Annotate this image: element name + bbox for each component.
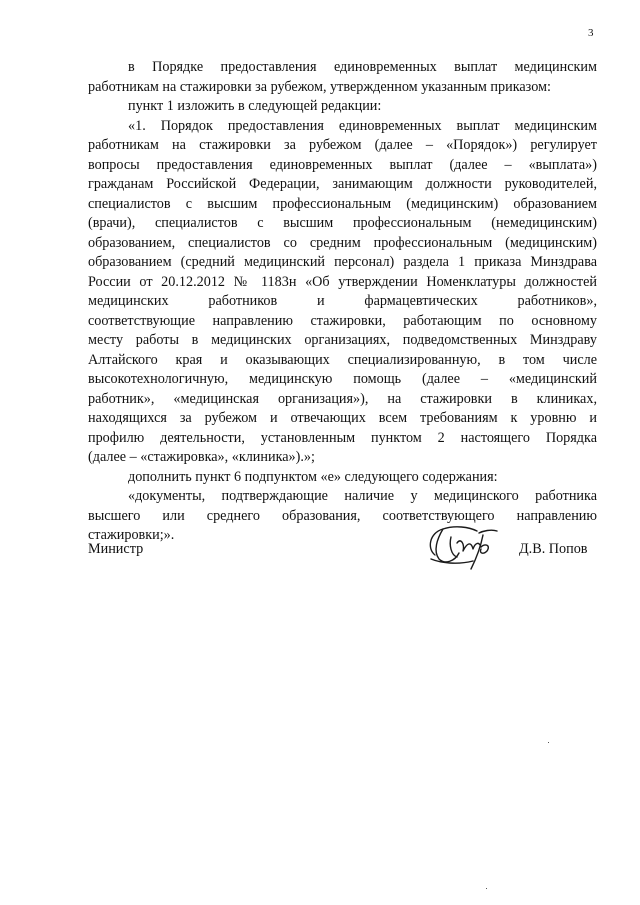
text-line: высокотехнологичную, медицинскую помощь (далее – «медицинский xyxy=(88,371,597,387)
signatory-name: Д.В. Попов xyxy=(519,541,588,557)
text-line: гражданам Российской Федерации, занимающим должности руководителей, xyxy=(88,176,597,192)
scan-artifact xyxy=(486,888,487,889)
text-line: месту работы в медицинских организациях, подведомственных Минздраву xyxy=(88,332,597,348)
text-line: медицинских работников и фармацевтических работников», xyxy=(88,293,597,309)
text-line: специалистов с высшим профессиональным (медицинским) образованием xyxy=(88,195,597,212)
scan-artifact xyxy=(548,742,549,743)
text-line: «документы, подтверждающие наличие у медицинского работника xyxy=(128,488,597,504)
text-line: работник», «медицинская организация»), на стажировки в клиниках, xyxy=(88,390,597,407)
text-line: дополнить пункт 6 подпунктом «е» следующего содержания: xyxy=(128,468,498,485)
text-line: соответствующие направлению стажировки, работающим по основному xyxy=(88,312,597,329)
text-line: (далее – «стажировка», «клиника»).»; xyxy=(88,449,315,465)
text-line: работникам на стажировки за рубежом (далее – «Порядок») регулирует xyxy=(88,137,597,153)
text-line: находящихся за рубежом и отвечающих всем требованиям к уровню и xyxy=(88,410,597,426)
handwritten-signature xyxy=(421,515,503,575)
text-line: пункт 1 изложить в следующей редакции: xyxy=(128,98,382,114)
text-line: России от 20.12.2012 № 1183н «Об утверждении Номенклатуры должностей xyxy=(88,273,597,290)
text-line: работникам на стажировки за рубежом, утвержденном указанным приказом: xyxy=(88,78,551,95)
text-line: в Порядке предоставления единовременных выплат медицинским xyxy=(128,59,597,75)
document-body xyxy=(88,58,597,546)
page-number: 3 xyxy=(588,27,594,39)
text-line: высшего или среднего образования, соответствующего направлению xyxy=(88,507,597,524)
text-line: стажировки;». xyxy=(88,527,175,543)
text-line: вопросы предоставления единовременных выплат (далее – «выплата») xyxy=(88,156,597,173)
text-line: «1. Порядок предоставления единовременных выплат медицинским xyxy=(128,117,597,134)
signatory-position: Министр xyxy=(88,541,144,557)
text-line: Алтайского края и оказывающих специализированную, в том числе xyxy=(88,351,597,368)
text-line: профилю деятельности, установленным пунктом 2 настоящего Порядка xyxy=(88,429,597,446)
text-line: образованием (средний медицинский персонал) раздела 1 приказа Минздрава xyxy=(88,254,597,270)
text-line: образованием, специалистов со средним профессиональным (медицинским) xyxy=(88,234,597,251)
text-line: (врачи), специалистов с высшим профессиональным (немедицинским) xyxy=(88,215,597,231)
